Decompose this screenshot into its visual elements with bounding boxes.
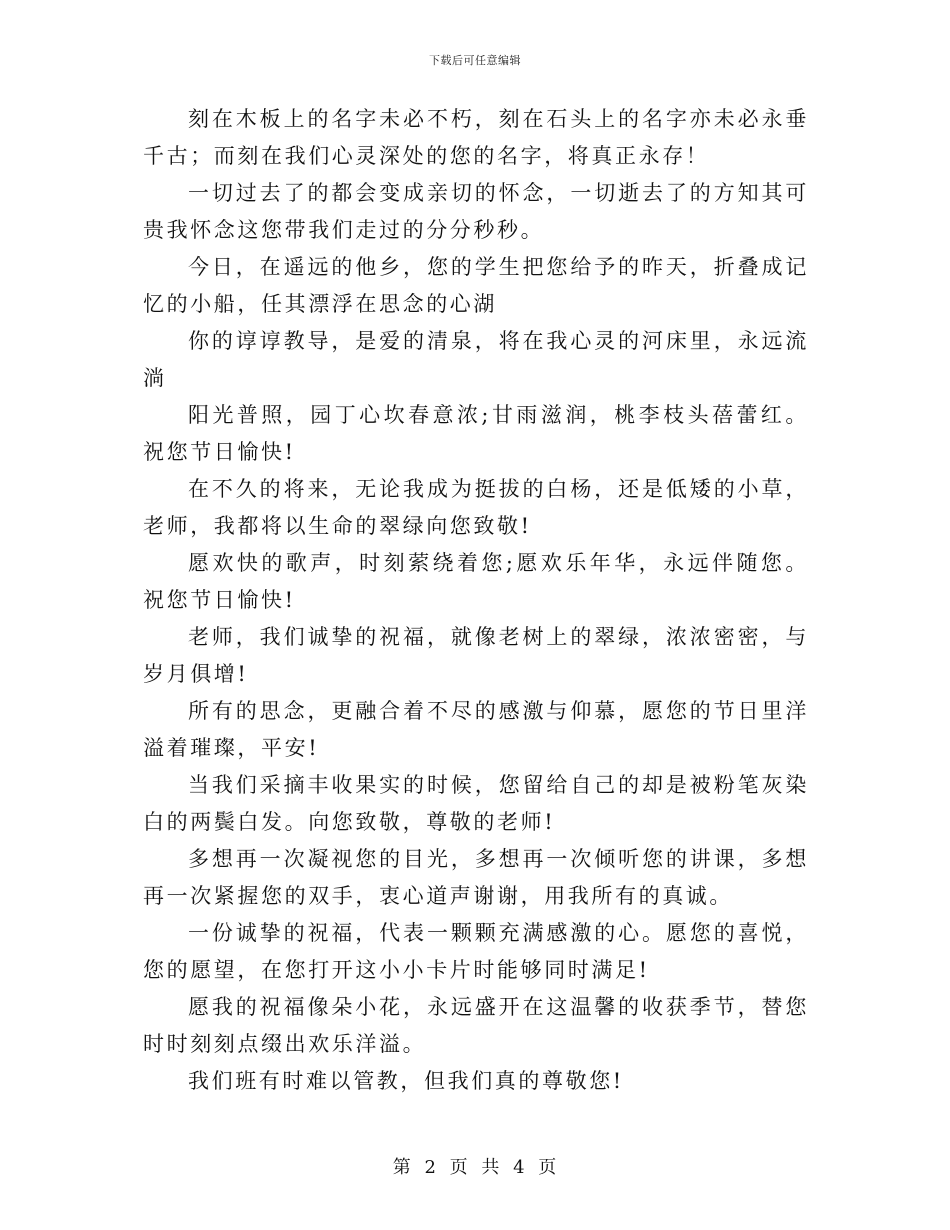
paragraph: 在不久的将来，无论我成为挺拔的白杨，还是低矮的小草，老师，我都将以生命的翠绿向您致敬! — [143, 477, 809, 538]
paragraph: 愿我的祝福像朵小花，永远盛开在这温馨的收获季节，替您时时刻刻点缀出欢乐洋溢。 — [143, 995, 809, 1056]
paragraph: 阳光普照，园丁心坎春意浓;甘雨滋润，桃李枝头蓓蕾红。祝您节日愉快! — [143, 403, 809, 464]
paragraph: 多想再一次凝视您的目光，多想再一次倾听您的讲课，多想再一次紧握您的双手，衷心道声谢谢，用我所有的真诚。 — [143, 847, 809, 908]
paragraph: 你的谆谆教导，是爱的清泉，将在我心灵的河床里，永远流淌 — [143, 329, 809, 390]
paragraph: 我们班有时难以管教，但我们真的尊敬您! — [188, 1069, 624, 1093]
paragraph: 老师，我们诚挚的祝福，就像老树上的翠绿，浓浓密密，与岁月俱增! — [143, 625, 809, 686]
paragraph: 一份诚挚的祝福，代表一颗颗充满感激的心。愿您的喜悦，您的愿望，在您打开这小小卡片时能够同时满足! — [143, 921, 809, 982]
paragraph: 所有的思念，更融合着不尽的感激与仰慕，愿您的节日里洋溢着璀璨，平安! — [143, 699, 809, 760]
paragraph: 今日，在遥远的他乡，您的学生把您给予的昨天，折叠成记忆的小船，任其漂浮在思念的心湖 — [143, 255, 809, 316]
document-body — [143, 101, 809, 1100]
paragraph: 刻在木板上的名字未必不朽，刻在石头上的名字亦未必永垂千古；而刻在我们心灵深处的您的名字，将真正永存！ — [143, 107, 809, 168]
page-number-footer: 第 2 页 共 4 页 — [392, 1157, 558, 1178]
paragraph: 愿欢快的歌声，时刻萦绕着您;愿欢乐年华，永远伴随您。祝您节日愉快! — [143, 551, 809, 612]
paragraph: 一切过去了的都会变成亲切的怀念，一切逝去了的方知其可贵我怀念这您带我们走过的分分秒秒。 — [143, 181, 809, 242]
paragraph: 当我们采摘丰收果实的时候，您留给自己的却是被粉笔灰染白的两鬓白发。向您致敬，尊敬的老师! — [143, 773, 809, 834]
page-header: 下载后可任意编辑 — [429, 54, 521, 67]
